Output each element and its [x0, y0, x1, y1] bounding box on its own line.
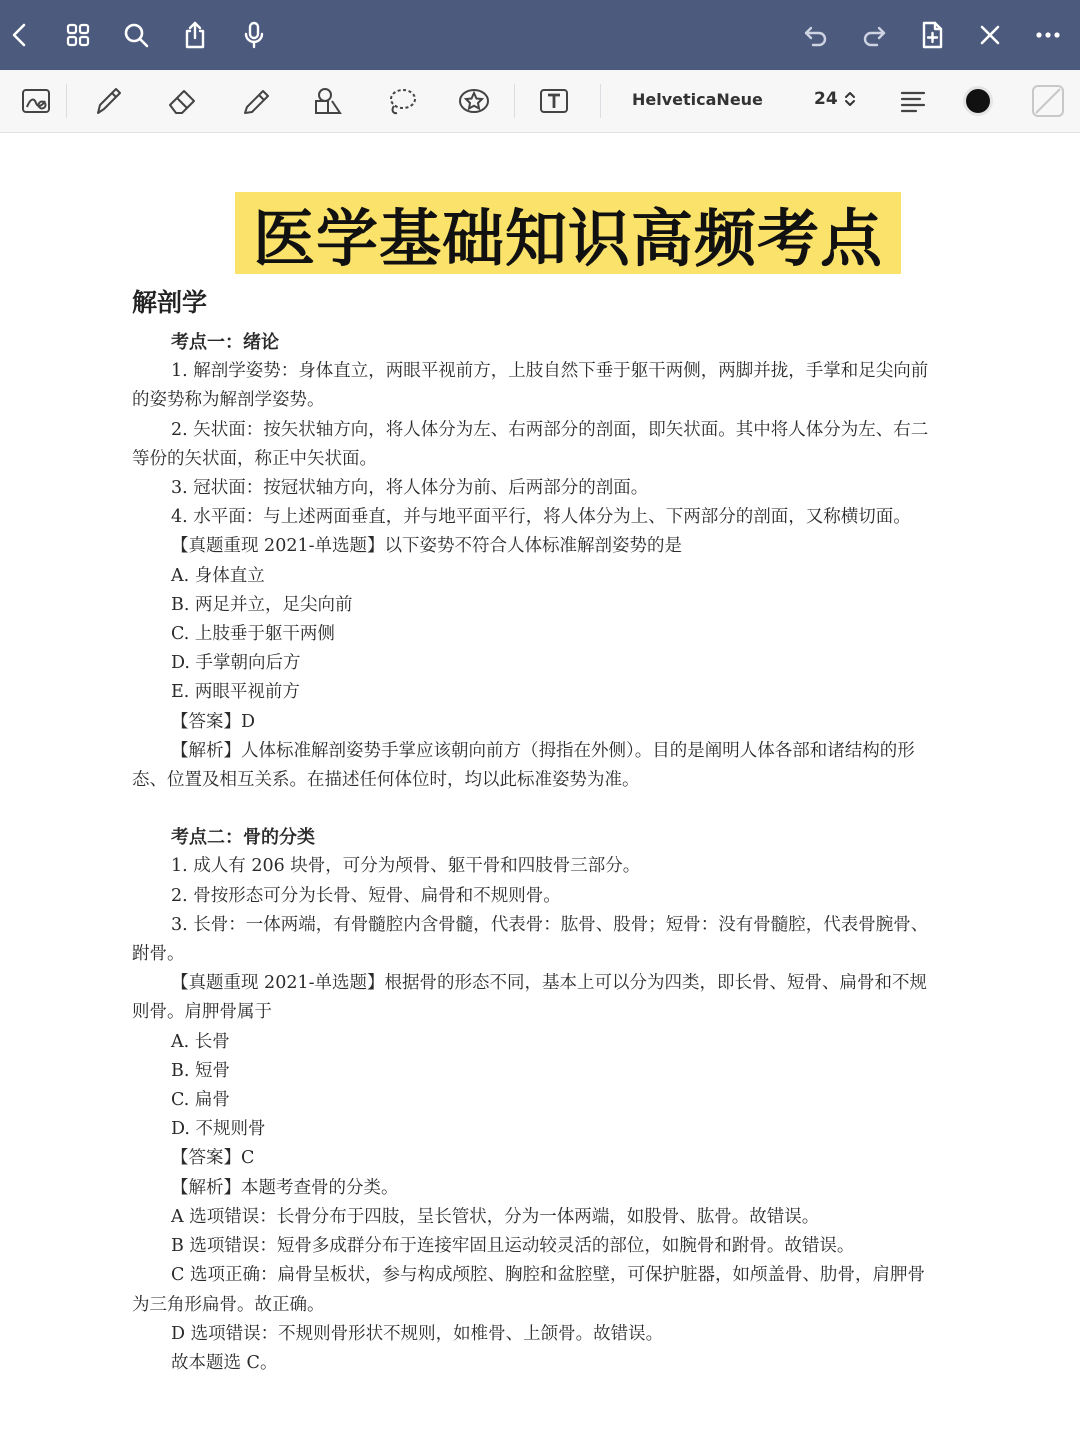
stepper-icon	[844, 90, 856, 108]
point-heading: 考点一：绪论	[171, 332, 279, 353]
no-fill-icon[interactable]	[1028, 81, 1068, 121]
microphone-icon[interactable]	[236, 17, 272, 53]
paragraph: 3. 冠状面：按冠状轴方向，将人体分为前、后两部分的剖面。	[171, 478, 649, 499]
option: C. 扁骨	[171, 1090, 230, 1111]
paragraph: 2. 矢状面：按矢状轴方向，将人体分为左、右两部分的剖面，即矢状面。其中将人体分为左、右二等份的矢状面，称正中矢状面。	[132, 419, 929, 469]
font-name-selector[interactable]: HelveticaNeue	[632, 90, 763, 109]
shapes-icon[interactable]	[308, 81, 348, 121]
text-tool-icon[interactable]	[534, 81, 574, 121]
explanation: C 选项正确：扁骨呈板状，参与构成颅腔、胸腔和盆腔壁，可保护脏器，如颅盖骨、肋骨，肩胛骨为三角形扁骨。故正确。	[132, 1265, 925, 1315]
option: A. 长骨	[171, 1031, 230, 1052]
document-body	[132, 328, 932, 1378]
paragraph: 1. 成人有 206 块骨，可分为颅骨、躯干骨和四肢骨三部分。	[171, 856, 641, 877]
eraser-icon[interactable]	[162, 81, 202, 121]
redo-icon[interactable]	[856, 17, 892, 53]
paragraph: 2. 骨按形态可分为长骨、短骨、扁骨和不规则骨。	[171, 885, 561, 906]
share-icon[interactable]	[177, 17, 213, 53]
undo-icon[interactable]	[798, 17, 834, 53]
point-heading: 考点二：骨的分类	[171, 827, 315, 849]
paragraph: 3. 长骨：一体两端，有骨髓腔内含骨髓，代表骨：肱骨、股骨；短骨：没有骨髓腔，代表骨腕骨、跗骨。	[132, 914, 929, 965]
tool-bar	[0, 70, 1080, 133]
answer: 【答案】C	[171, 1148, 255, 1169]
section-title: 解剖学	[132, 288, 208, 317]
toolbar-divider	[600, 84, 601, 118]
explanation: B 选项错误：短骨多成群分布于连接牢固且运动较灵活的部位，如腕骨和跗骨。故错误。	[171, 1236, 855, 1257]
explanation: 【解析】人体标准解剖姿势手掌应该朝向前方（拇指在外侧）。目的是阐明人体各部和诸结构的形态、位置及相互关系。在描述任何体位时，均以此标准姿势为准。	[132, 740, 915, 791]
search-icon[interactable]	[118, 17, 154, 53]
explanation: A 选项错误：长骨分布于四肢，呈长管状，分为一体两端，如股骨、肱骨。故错误。	[171, 1206, 820, 1227]
option: B. 两足并立，足尖向前	[171, 594, 353, 615]
spacer	[132, 795, 932, 823]
document-title-text: 医学基础知识高频考点	[252, 201, 883, 275]
add-page-icon[interactable]	[914, 17, 950, 53]
question-stem: 【真题重现 2021-单选题】根据骨的形态不同，基本上可以分为四类，即长骨、短骨、扁骨和不规则骨。肩胛骨属于	[132, 973, 928, 1023]
option: B. 短骨	[171, 1060, 230, 1081]
toolbar-divider	[514, 84, 515, 118]
highlighter-icon[interactable]	[236, 81, 276, 121]
close-icon[interactable]	[972, 17, 1008, 53]
conclusion: 故本题选 C。	[171, 1352, 278, 1373]
paragraph: 1. 解剖学姿势：身体直立，两眼平视前方，上肢自然下垂于躯干两侧，两脚并拢，手掌和足尖向前的姿势称为解剖学姿势。	[132, 361, 929, 411]
answer: 【答案】D	[171, 711, 256, 732]
back-icon[interactable]	[2, 17, 38, 53]
align-icon[interactable]	[893, 81, 933, 121]
toolbar-divider	[66, 84, 67, 118]
font-size-value: 24	[814, 89, 838, 109]
font-size-selector[interactable]	[814, 89, 856, 109]
option: A. 身体直立	[171, 565, 265, 586]
image-tool-icon[interactable]	[16, 81, 56, 121]
paragraph: 4. 水平面：与上述两面垂直，并与地平面平行，将人体分为上、下两部分的剖面，又称横切面。	[171, 507, 911, 528]
option: D. 不规则骨	[171, 1119, 266, 1140]
color-swatch-icon[interactable]	[958, 81, 998, 121]
more-icon[interactable]	[1030, 17, 1066, 53]
lasso-icon[interactable]	[382, 81, 422, 121]
option: C. 上肢垂于躯干两侧	[171, 624, 335, 645]
navigation-bar	[0, 0, 1080, 70]
explanation: D 选项错误：不规则骨形状不规则，如椎骨、上颌骨。故错误。	[171, 1323, 664, 1344]
grid-icon[interactable]	[60, 17, 96, 53]
sticker-icon[interactable]	[454, 81, 494, 121]
option: D. 手掌朝向后方	[171, 653, 301, 674]
explanation: 【解析】本题考查骨的分类。	[171, 1177, 399, 1198]
option: E. 两眼平视前方	[171, 682, 300, 703]
pen-icon[interactable]	[88, 81, 128, 121]
document-title	[235, 192, 901, 274]
question-stem: 【真题重现 2021-单选题】以下姿势不符合人体标准解剖姿势的是	[171, 536, 683, 557]
